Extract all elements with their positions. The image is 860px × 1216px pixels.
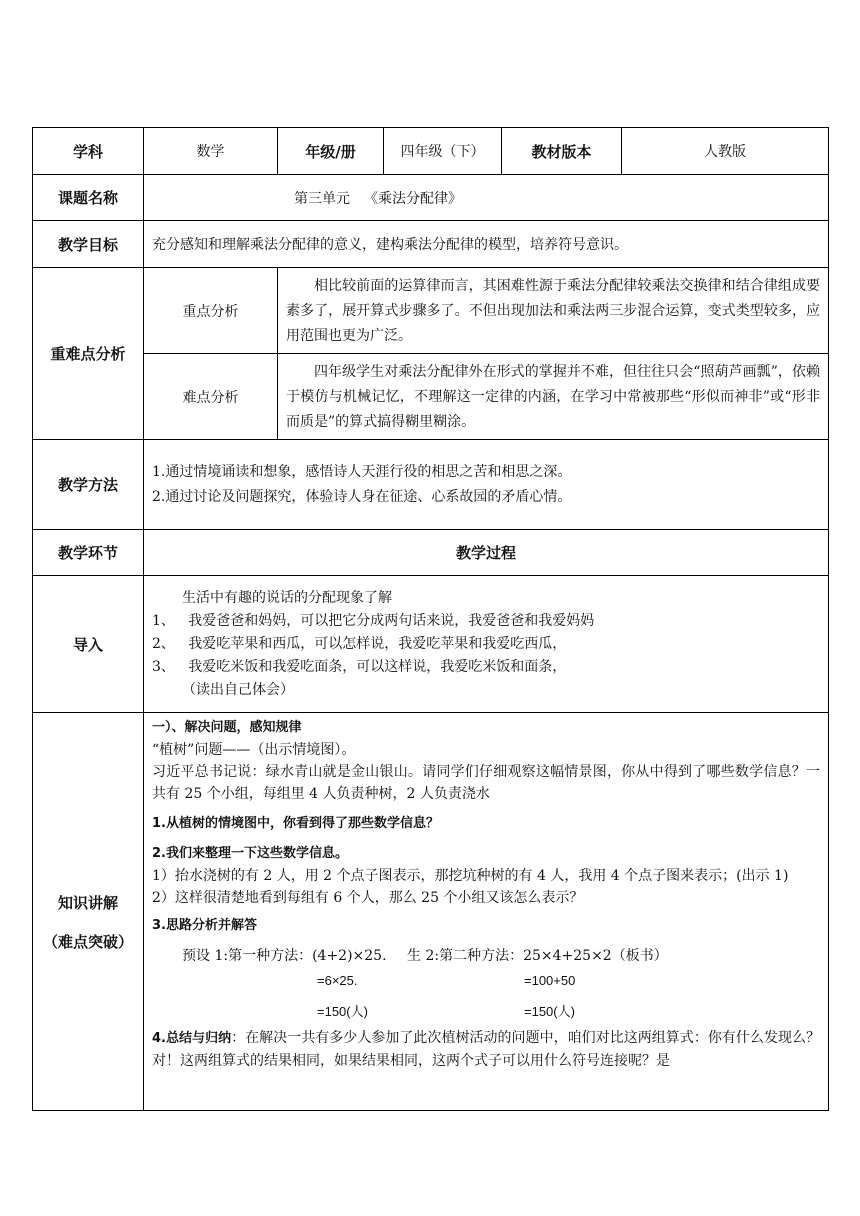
lesson-name-label: 课题名称 [33, 175, 144, 221]
lesson-name-row [33, 175, 829, 221]
goal-text: 充分感知和理解乘法分配律的意义，建构乘法分配律的模型，培养符号意识。 [144, 221, 829, 268]
knowledge-content [144, 713, 829, 1111]
intro-item-1: 1、 我爱爸爸和妈妈，可以把它分成两句话来说，我爱爸爸和我爱妈妈 [152, 612, 595, 629]
solution-step-1a: =6×25. [317, 973, 358, 988]
knowledge-body [144, 713, 828, 1110]
difficult-point-label: 难点分析 [144, 354, 278, 440]
knowledge-label: 知识讲解 [57, 893, 118, 912]
process-header-row [33, 530, 829, 576]
lesson-plan-table [32, 127, 829, 1111]
goal-label: 教学目标 [33, 221, 144, 268]
section-1-line-2: 习近平总书记说：绿水青山就是金山银山。请同学们仔细观察这幅情景图，你从中得到了哪些数学信息？一共有 25 个小组，每组里 4 人负责种树，2 人负责浇水 [152, 764, 820, 802]
method-label: 教学方法 [33, 440, 144, 530]
intro-lead: 生活中有趣的说话的分配现象了解 [182, 589, 392, 606]
key-point-label: 重点分析 [144, 268, 278, 354]
dot-explanation-2: 2）这样很清楚地看到每组有 6 个人，那么 25 个小组又该怎么表示？ [152, 890, 584, 906]
question-1: 1.从植树的情境图中，你看到得了那些数学信息？ [152, 816, 439, 831]
method-text [144, 440, 829, 530]
textbook-value: 人教版 [622, 128, 829, 175]
intro-item-2: 2、 我爱吃苹果和西瓜，可以怎样说，我爱吃苹果和我爱吃西瓜， [152, 635, 567, 652]
key-point-row [33, 268, 829, 354]
analysis-label: 重难点分析 [33, 268, 144, 440]
intro-content [144, 576, 829, 713]
textbook-label: 教材版本 [502, 128, 622, 175]
key-point-text: 相比较前面的运算律而言，其困难性源于乘法分配律较乘法交换律和结合律组成要素多了，展开算式步骤多了。不但出现加法和乘法两三步混合运算，变式类型较多，应用范围也更为广泛。 [278, 268, 829, 354]
knowledge-row [33, 713, 829, 1111]
solution-step-2b: =150(人) [524, 1004, 575, 1019]
intro-row [33, 576, 829, 713]
intro-note: （读出自己体会） [182, 681, 294, 698]
solution-method-2: 生 2:第二种方法：25×4+25×2（板书） [407, 948, 668, 964]
solution-row-3 [152, 1001, 820, 1027]
difficult-point-text: 四年级学生对乘法分配律外在形式的掌握并不难，但往往只会“照葫芦画瓢”，依赖于模仿与机械记忆，不理解这一定律的内涵，在学习中常被那些“形似而神非”或“形非而质是”的算式搞得糊里糊涂。 [278, 354, 829, 440]
grade-label: 年级/册 [278, 128, 384, 175]
solution-step-1b: =150(人) [317, 1004, 368, 1019]
section-1-line-1: “植树”问题——（出示情境图）。 [152, 742, 356, 758]
intro-label: 导入 [33, 576, 144, 713]
process-label: 教学过程 [144, 530, 829, 576]
stage-label: 教学环节 [33, 530, 144, 576]
lesson-unit: 第三单元 [294, 190, 350, 207]
solution-row-2 [152, 973, 820, 1001]
grade-value: 四年级（下） [384, 128, 502, 175]
info-row [33, 128, 829, 175]
intro-item-3: 3、 我爱吃米饭和我爱吃面条，可以这样说，我爱吃米饭和面条， [152, 658, 567, 675]
summary-body: ：在解决一共有多少人参加了此次植树活动的问题中，咱们对比这两组算式：你有什么发现么？对！这两组算式的结果相同，如果结果相同，这两个式子可以用什么符号连接呢？是 [152, 1030, 821, 1069]
knowledge-sublabel: （难点突破） [42, 932, 133, 951]
knowledge-label-cell [33, 713, 144, 1111]
dot-explanation-1: 1）抬水浇树的有 2 人，用 2 个点子图表示，那挖坑种树的有 4 人，我用 4 个点子图来表示；(出示 1) [152, 868, 789, 884]
method-item-1: 1.通过情境诵读和想象，感悟诗人天涯行役的相思之苦和相思之深。 [152, 463, 572, 480]
method-item-2: 2.通过讨论及问题探究，体验诗人身在征途、心系故园的矛盾心情。 [152, 488, 572, 505]
lesson-plan-sheet [32, 127, 828, 1111]
solution-method-1: 预设 1:第一种方法：(4+2)×25. [182, 948, 387, 964]
solution-step-2a: =100+50 [524, 973, 576, 988]
method-row [33, 440, 829, 530]
subject-value: 数学 [144, 128, 278, 175]
lesson-title: 《乘法分配律》 [364, 190, 462, 207]
summary-heading: 4.总结与归纳 [152, 1031, 232, 1046]
goal-row [33, 221, 829, 268]
solution-row-1 [152, 945, 820, 973]
question-3: 3.思路分析并解答 [152, 918, 257, 933]
question-2: 2.我们来整理一下这些数学信息。 [152, 846, 348, 861]
difficult-point-row [33, 354, 829, 440]
lesson-name-value [144, 175, 829, 221]
section-1-heading: 一）、解决问题，感知规律 [152, 720, 302, 735]
summary-text [152, 1027, 820, 1072]
subject-label: 学科 [33, 128, 144, 175]
